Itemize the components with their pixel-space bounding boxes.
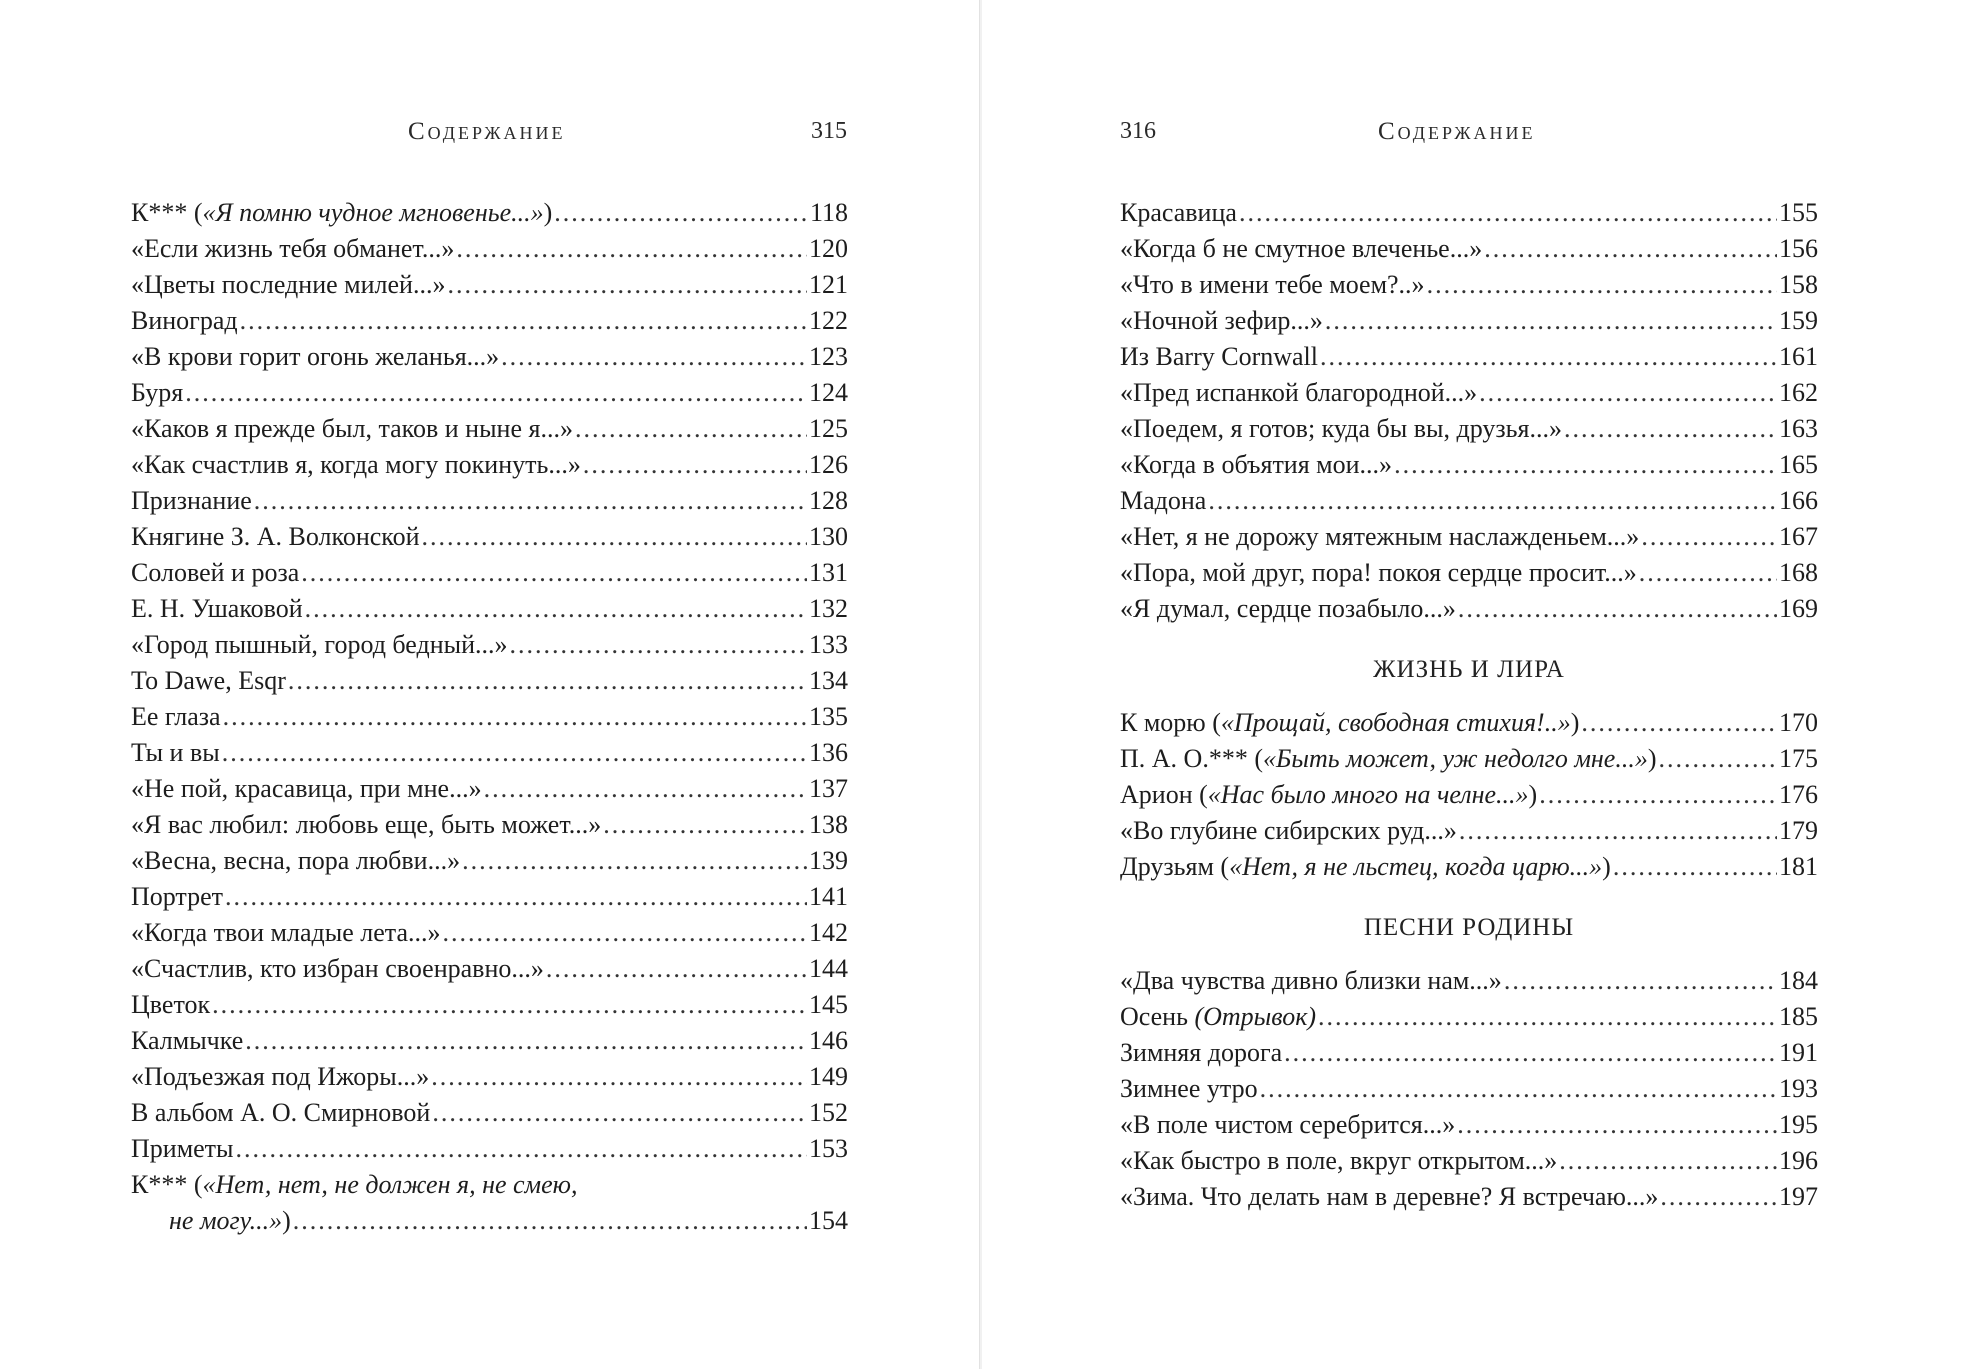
right-toc-list [1120, 195, 1818, 1215]
entry-title-suffix: ) [543, 198, 553, 227]
entry-page: 122 [809, 306, 848, 335]
toc-entry [131, 195, 848, 231]
entry-title: To Dawe, Esqr [131, 666, 286, 695]
entry-title: «Во глубине сибирских руд...» [1120, 816, 1457, 845]
toc-entry [1120, 591, 1818, 627]
entry-title: Зимнее утро [1120, 1074, 1258, 1103]
dot-leader [510, 627, 807, 663]
entry-title: Цветок [131, 990, 211, 1019]
toc-entry [1120, 195, 1818, 231]
running-title: Содержание [1378, 118, 1536, 145]
dot-leader [1260, 1071, 1777, 1107]
dot-leader [1641, 519, 1777, 555]
entry-page: 125 [809, 414, 848, 443]
entry-page: 163 [1779, 414, 1818, 443]
dot-leader [1208, 483, 1777, 519]
entry-page: 181 [1779, 852, 1818, 881]
dot-leader [185, 375, 807, 411]
entry-title-italic: «Быть может, уж недолго мне...» [1263, 744, 1648, 773]
entry-title: Мадона [1120, 486, 1207, 515]
toc-entry [131, 951, 848, 987]
toc-entry [1120, 303, 1818, 339]
entry-title: «В поле чистом серебрится...» [1120, 1110, 1456, 1139]
entry-title-suffix: ) [282, 1206, 291, 1235]
entry-page: 118 [809, 198, 848, 227]
dot-leader [1564, 411, 1777, 447]
dot-leader [301, 555, 807, 591]
toc-entry [1120, 1143, 1818, 1179]
dot-leader [254, 483, 807, 519]
dot-leader [462, 843, 807, 879]
entry-title: «Пора, мой друг, пора! покоя сердце просит...» [1120, 558, 1637, 587]
dot-leader [1427, 267, 1777, 303]
toc-entry [1120, 999, 1818, 1035]
dot-leader [1559, 1143, 1777, 1179]
entry-title: «Как быстро в поле, вкруг открытом...» [1120, 1146, 1558, 1175]
left-running-header [130, 118, 847, 158]
dot-leader [554, 195, 808, 231]
entry-title: Виноград [131, 306, 238, 335]
toc-entry [131, 339, 848, 375]
entry-title: В альбом А. О. Смирновой [131, 1098, 431, 1127]
toc-entry [131, 987, 848, 1023]
entry-page: 154 [809, 1206, 848, 1235]
dot-leader [1581, 705, 1777, 741]
toc-entry [131, 483, 848, 519]
entry-page: 132 [809, 594, 848, 623]
dot-leader [1457, 1107, 1777, 1143]
dot-leader [1639, 555, 1777, 591]
dot-leader [1504, 963, 1777, 999]
toc-entry [1120, 1035, 1818, 1071]
toc-entry [131, 555, 848, 591]
toc-entry [131, 231, 848, 267]
entry-page: 158 [1779, 270, 1818, 299]
entry-title: «Нет, я не дорожу мятежным наслажденьем...» [1120, 522, 1640, 551]
entry-title-italic: «Нас было много на челне...» [1207, 780, 1529, 809]
toc-entry [131, 519, 848, 555]
dot-leader [456, 231, 807, 267]
toc-entry [1120, 1179, 1818, 1215]
entry-title: «Подъезжая под Ижоры...» [131, 1062, 430, 1091]
toc-entry [131, 1023, 848, 1059]
right-running-header [1120, 118, 1852, 158]
entry-title-italic: «Я помню чудное мгновенье...» [202, 198, 544, 227]
dot-leader [225, 879, 807, 915]
entry-page: 166 [1779, 486, 1818, 515]
entry-page: 134 [809, 666, 848, 695]
toc-entry [131, 807, 848, 843]
entry-title-suffix: ) [1570, 708, 1580, 737]
entry-title: «Не пой, красавица, при мне...» [131, 774, 482, 803]
entry-page: 193 [1779, 1074, 1818, 1103]
entry-title: П. А. О.*** ( [1120, 744, 1263, 773]
entry-title: К*** ( [131, 198, 203, 227]
entry-page: 169 [1779, 594, 1818, 623]
entry-title: «Каков я прежде был, таков и ныне я...» [131, 414, 573, 443]
entry-page: 191 [1779, 1038, 1818, 1067]
entry-page: 184 [1779, 966, 1818, 995]
entry-page: 141 [809, 882, 848, 911]
section-heading-pesni-rodiny: ПЕСНИ РОДИНЫ [1363, 914, 1575, 941]
entry-page: 128 [809, 486, 848, 515]
entry-title-suffix: ) [1602, 852, 1611, 881]
toc-entry [1120, 339, 1818, 375]
entry-title: Буря [131, 378, 184, 407]
toc-entry [1120, 411, 1818, 447]
toc-entry [1120, 375, 1818, 411]
dot-leader [1239, 195, 1777, 231]
entry-page: 162 [1779, 378, 1818, 407]
dot-leader [1660, 1179, 1777, 1215]
entry-title: Калмычке [131, 1026, 244, 1055]
toc-entry [131, 843, 848, 879]
entry-title: Признание [131, 486, 252, 515]
entry-page: 130 [809, 522, 848, 551]
dot-leader [223, 699, 807, 735]
dot-leader [447, 267, 807, 303]
entry-page: 138 [809, 810, 848, 839]
entry-title: Из Barry Cornwall [1120, 342, 1319, 371]
dot-leader [293, 1203, 807, 1239]
entry-title: «В крови горит огонь желанья...» [131, 342, 500, 371]
entry-page: 131 [809, 558, 848, 587]
toc-entry [131, 1059, 848, 1095]
entry-page: 149 [809, 1062, 848, 1091]
entry-title: «Когда твои младые лета...» [131, 918, 441, 947]
dot-leader [1539, 777, 1777, 813]
entry-page: 161 [1779, 342, 1818, 371]
dot-leader [1484, 231, 1777, 267]
entry-page: 185 [1779, 1002, 1818, 1031]
section-heading-zhizn-i-lira: ЖИЗНЬ И ЛИРА [1373, 656, 1565, 683]
dot-leader [575, 411, 807, 447]
entry-title: «Когда б не смутное влеченье...» [1120, 234, 1483, 263]
toc-entry [131, 1131, 848, 1167]
entry-title: «Я думал, сердце позабыло...» [1120, 594, 1456, 623]
toc-entry [131, 267, 848, 303]
dot-leader [432, 1095, 807, 1131]
entry-page: 121 [809, 270, 848, 299]
entry-title: Портрет [131, 882, 224, 911]
entry-page: 124 [809, 378, 848, 407]
dot-leader [245, 1023, 807, 1059]
dot-leader [1613, 849, 1777, 885]
entry-title: Приметы [131, 1134, 234, 1163]
entry-title: К морю ( [1120, 708, 1221, 737]
dot-leader [501, 339, 807, 375]
dot-leader [236, 1131, 807, 1167]
entry-title: Княгине З. А. Волконской [131, 522, 420, 551]
entry-page: 156 [1779, 234, 1818, 263]
toc-entry [131, 1095, 848, 1131]
toc-entry [1120, 777, 1818, 813]
entry-page: 195 [1779, 1110, 1818, 1139]
running-title: Содержание [408, 118, 566, 145]
entry-page: 139 [809, 846, 848, 875]
dot-leader [212, 987, 807, 1023]
dot-leader [583, 447, 807, 483]
dot-leader [1458, 591, 1777, 627]
page-number: 316 [1120, 118, 1156, 144]
left-toc-list [131, 195, 848, 1239]
entry-page: 126 [809, 450, 848, 479]
entry-title: «Цветы последние милей...» [131, 270, 446, 299]
entry-page: 196 [1779, 1146, 1818, 1175]
toc-entry [131, 627, 848, 663]
toc-entry [131, 879, 848, 915]
dot-leader [305, 591, 807, 627]
toc-entry [131, 735, 848, 771]
dot-leader [1320, 339, 1777, 375]
entry-page: 168 [1779, 558, 1818, 587]
entry-page: 152 [809, 1098, 848, 1127]
entry-title: «Счастлив, кто избран своенравно...» [131, 954, 544, 983]
entry-title: «Два чувства дивно близки нам...» [1120, 966, 1502, 995]
dot-leader [603, 807, 807, 843]
entry-page: 176 [1779, 780, 1818, 809]
entry-title: «Я вас любил: любовь еще, быть может...» [131, 810, 602, 839]
toc-entry [1120, 267, 1818, 303]
entry-page: 144 [809, 954, 848, 983]
entry-title: Ты и вы [131, 738, 220, 767]
entry-page: 165 [1779, 450, 1818, 479]
toc-entry [131, 663, 848, 699]
toc-entry [131, 699, 848, 735]
entry-page: 120 [809, 234, 848, 263]
entry-title: «Пред испанкой благородной...» [1120, 378, 1478, 407]
entry-page: 175 [1779, 744, 1818, 773]
entry-page: 137 [809, 774, 848, 803]
dot-leader [1659, 741, 1777, 777]
entry-title-suffix: ) [1647, 744, 1657, 773]
dot-leader [1318, 999, 1777, 1035]
entry-title: Ее глаза [131, 702, 221, 731]
toc-entry [131, 771, 848, 807]
entry-page: 170 [1779, 708, 1818, 737]
dot-leader [1394, 447, 1777, 483]
dot-leader [1284, 1035, 1777, 1071]
dot-leader [443, 915, 808, 951]
entry-title: Красавица [1120, 198, 1237, 227]
toc-entry [1120, 849, 1818, 885]
dot-leader [422, 519, 807, 555]
toc-entry [1120, 231, 1818, 267]
entry-page: 123 [809, 342, 848, 371]
dot-leader [546, 951, 807, 987]
entry-title: «Когда в объятия мои...» [1120, 450, 1393, 479]
toc-entry [131, 591, 848, 627]
entry-title-italic: не могу...» [169, 1206, 283, 1235]
toc-entry [1120, 963, 1818, 999]
entry-title: «Если жизнь тебя обманет...» [131, 234, 455, 263]
entry-page: 179 [1779, 816, 1818, 845]
dot-leader [431, 1059, 807, 1095]
entry-title-italic: «Прощай, свободная стихия!..» [1220, 708, 1571, 737]
entry-page: 146 [809, 1026, 848, 1055]
entry-title: Соловей и роза [131, 558, 300, 587]
entry-page: 153 [809, 1134, 848, 1163]
page-number: 315 [811, 118, 847, 144]
entry-page: 135 [809, 702, 848, 731]
toc-entry [131, 915, 848, 951]
toc-entry [1120, 1107, 1818, 1143]
entry-title: К*** ( [131, 1170, 203, 1199]
dot-leader [1325, 303, 1777, 339]
entry-page: 145 [809, 990, 848, 1019]
entry-page: 133 [809, 630, 848, 659]
entry-title: «Ночной зефир...» [1120, 306, 1323, 335]
entry-title: Осень [1120, 1002, 1195, 1031]
toc-entry [131, 303, 848, 339]
toc-entry [1120, 483, 1818, 519]
entry-page: 136 [809, 738, 848, 767]
entry-page: 142 [809, 918, 848, 947]
dot-leader [222, 735, 807, 771]
entry-page: 155 [1779, 198, 1818, 227]
entry-title: «Весна, весна, пора любви...» [131, 846, 461, 875]
dot-leader [240, 303, 807, 339]
toc-entry-continuation [131, 1203, 848, 1239]
entry-title: Е. Н. Ушаковой [131, 594, 303, 623]
entry-title: Зимняя дорога [1120, 1038, 1283, 1067]
entry-title-italic: «Нет, нет, не должен я, не смею, [202, 1170, 578, 1199]
entry-page: 197 [1779, 1182, 1818, 1211]
dot-leader [288, 663, 807, 699]
dot-leader [1479, 375, 1777, 411]
left-page [0, 0, 980, 1369]
entry-page: 159 [1779, 306, 1818, 335]
toc-entry [1120, 519, 1818, 555]
entry-title: «Зима. Что делать нам в деревне? Я встречаю...» [1120, 1182, 1659, 1211]
toc-entry [131, 447, 848, 483]
right-page [982, 0, 1963, 1369]
entry-title: «Поедем, я готов; куда бы вы, друзья...» [1120, 414, 1562, 443]
entry-title-suffix: ) [1528, 780, 1538, 809]
toc-entry [1120, 705, 1818, 741]
dot-leader [1459, 813, 1777, 849]
toc-entry [131, 411, 848, 447]
toc-entry [1120, 447, 1818, 483]
entry-title: Арион ( [1120, 780, 1208, 809]
toc-entry-first-line [131, 1167, 848, 1203]
entry-title: «Что в имени тебе моем?..» [1120, 270, 1425, 299]
entry-title: Друзьям ( [1120, 852, 1230, 881]
entry-title: «Город пышный, город бедный...» [131, 630, 508, 659]
toc-entry [1120, 1071, 1818, 1107]
entry-title-italic: (Отрывок) [1194, 1002, 1317, 1031]
entry-title: «Как счастлив я, когда могу покинуть...» [131, 450, 581, 479]
toc-entry [1120, 813, 1818, 849]
dot-leader [484, 771, 807, 807]
entry-title-italic: «Нет, я не льстец, когда царю...» [1229, 852, 1603, 881]
toc-entry [131, 375, 848, 411]
toc-entry [1120, 555, 1818, 591]
entry-page: 167 [1779, 522, 1818, 551]
toc-entry [1120, 741, 1818, 777]
